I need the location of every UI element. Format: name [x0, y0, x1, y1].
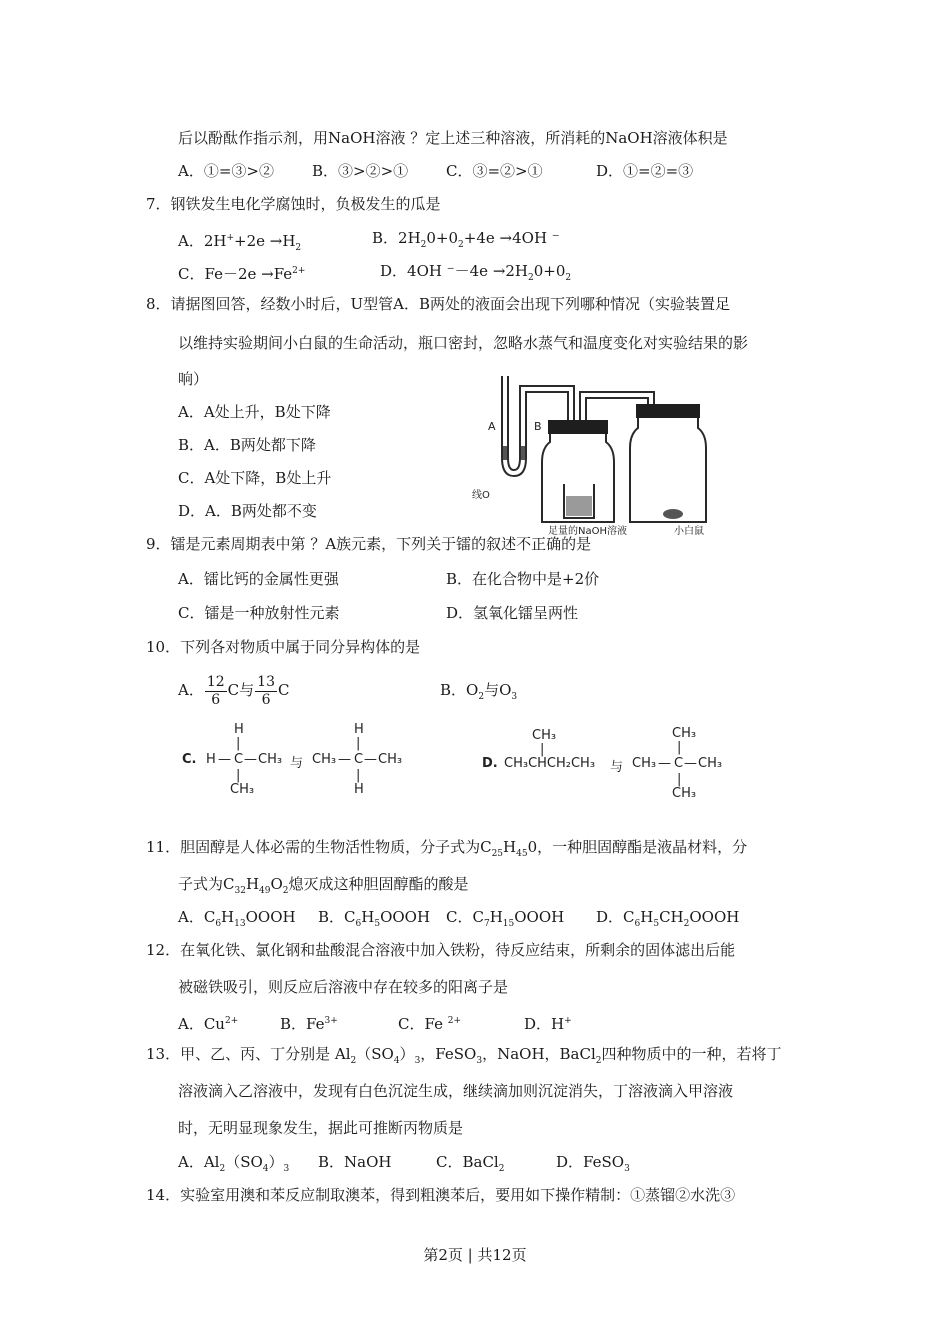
q8-option-c: C．A处下降，B处上升: [178, 469, 332, 487]
q12-option-c: C．Fe $^{2+}$: [398, 1015, 461, 1033]
label-zero: 线O: [472, 490, 490, 501]
q12-stem-line2: 被磁铁吸引，则反应后溶液中存在较多的阳离子是: [178, 978, 509, 996]
q7-option-b: B．$2H_20+0_2+4e \to 4OH$ ⁻: [372, 229, 560, 250]
naoh-liquid: [566, 496, 592, 516]
q7-option-d: D．4OH $^--4e \to 2H_20+0_2$: [380, 262, 572, 283]
q10-option-a: A． $\frac{12}{6}$ C与 $\frac{13}{6}$ C: [178, 673, 290, 708]
q7-option-a: A．$2H^++2e \to H_2$: [178, 232, 302, 253]
q12-option-b: B．$Fe^{3+}$: [280, 1015, 338, 1033]
q7-option-c: C．$Fe-2e \to Fe^{2+}$: [178, 265, 306, 283]
mouse: [663, 509, 683, 519]
q8-stem-line3: 响）: [178, 370, 209, 388]
q6-option-d: D．①=②=③: [596, 162, 694, 180]
q9-option-b: B．在化合物中是+2价: [446, 570, 600, 588]
q8-stem-line2: 以维持实验期间小白鼠的生命活动，瓶口密封，忽略水蒸气和温度变化对实验结果的影: [178, 334, 749, 352]
q9-option-a: A．镭比钙的金属性更强: [178, 570, 339, 588]
q8-stem-line1: 8．请据图回答，经数小时后，U型管A．B两处的液面会出现下列哪种情况（实验装置足: [146, 295, 731, 313]
q6-option-a: A．①=③>②: [178, 162, 274, 180]
right-stopper: [636, 404, 700, 418]
label-mouse: 小白鼠: [674, 526, 704, 536]
q6-option-c: C．③=②>①: [446, 162, 543, 180]
q9-option-d: D．氢氧化镭呈两性: [446, 604, 579, 622]
q13-stem-line1: 13．甲、乙、丙、丁分别是 $Al_2(SO_4)_3$，FeSO$_3$，NaOH，BaCl$_2$四种物质中的一种，若将丁: [146, 1045, 782, 1066]
label-b: B: [534, 420, 542, 433]
q13-stem-line3: 时，无明显现象发生，据此可推断丙物质是: [178, 1119, 464, 1137]
q8-option-d: D．A．B两处都不变: [178, 502, 317, 520]
q12-stem-line1: 12．在氧化铁、氯化钢和盐酸混合溶液中加入铁粉，待反应结束，所剩余的固体滤出后能: [146, 941, 736, 959]
q11-option-b: B．$C_6H_5OOOH$: [318, 908, 431, 929]
q14-stem: 14．实验室用澳和苯反应制取澳苯，得到粗澳苯后，要用如下操作精制：①蒸镏②水洗③: [146, 1186, 736, 1204]
label-a: A: [488, 420, 496, 433]
left-stopper: [548, 420, 608, 434]
q10-option-b: B．$O_2$与$O_3$: [440, 681, 518, 702]
q11-option-a: A．$C_6H_{13}OOOH$: [178, 908, 296, 929]
apparatus-figure: [468, 372, 730, 536]
q6-option-b: B．③>②>①: [312, 162, 409, 180]
q12-option-a: A．$Cu^{2+}$: [178, 1015, 239, 1033]
q8-option-b: B．A．B两处都下降: [178, 436, 316, 454]
q11-stem-line2: 子式为$C_{32}H_{49}O_2$熄灭成这种胆固醇酯的酸是: [178, 875, 469, 896]
q13-option-a: A．$Al_2(SO_4)_3$: [178, 1153, 290, 1174]
q9-option-c: C．镭是一种放射性元素: [178, 604, 340, 622]
q13-option-c: C．BaCl$_2$: [436, 1153, 505, 1174]
q10-option-d-structure: D. CH₃ | CH₃CHCH₂CH₃ 与 CH₃ — C CH₃ | | CH₃ — CH₃: [482, 726, 723, 801]
q13-option-d: D．FeSO$_3$: [556, 1153, 630, 1174]
q11-option-d: D．$C_6H_5CH_2OOOH$: [596, 908, 740, 929]
q10-stem: 10．下列各对物质中属于同分异构体的是: [146, 638, 421, 656]
q8-option-a: A．A处上升，B处下降: [178, 403, 331, 421]
label-naoh: 足量的NaOH溶液: [548, 526, 627, 536]
q9-stem: 9．镭是元素周期表中第 ？A族元素，下列关于镭的叙述不正确的是: [146, 535, 592, 553]
q13-stem-line2: 溶液滴入乙溶液中，发现有白色沉淀生成，继续滴加则沉淀消失，丁溶液滴入甲溶液: [178, 1082, 734, 1100]
q10-option-c-structure: C. H — C H | | CH₃ — CH₃ 与 CH₃ — C H | | H — CH₃: [182, 722, 403, 797]
page-footer: 第2页 | 共12页: [423, 1246, 527, 1264]
q11-option-c: C．$C_7H_{15}OOOH$: [446, 908, 565, 929]
q7-stem: 7．钢铁发生电化学腐蚀时，负极发生的瓜是: [146, 195, 441, 213]
q12-option-d: D．H+: [524, 1015, 572, 1033]
right-bottle: [630, 418, 706, 522]
q6-stem: 后以酚酞作指示剂，用NaOH溶液 ？定上述三种溶液，所消耗的NaOH溶液体积是: [178, 129, 728, 147]
q11-stem-line1: 11．胆固醇是人体必需的生物活性物质，分子式为$C_{25}H_{45}0$，一种胆固醇酯是液晶材料，分: [146, 838, 748, 859]
q13-option-b: B．NaOH: [318, 1153, 392, 1171]
